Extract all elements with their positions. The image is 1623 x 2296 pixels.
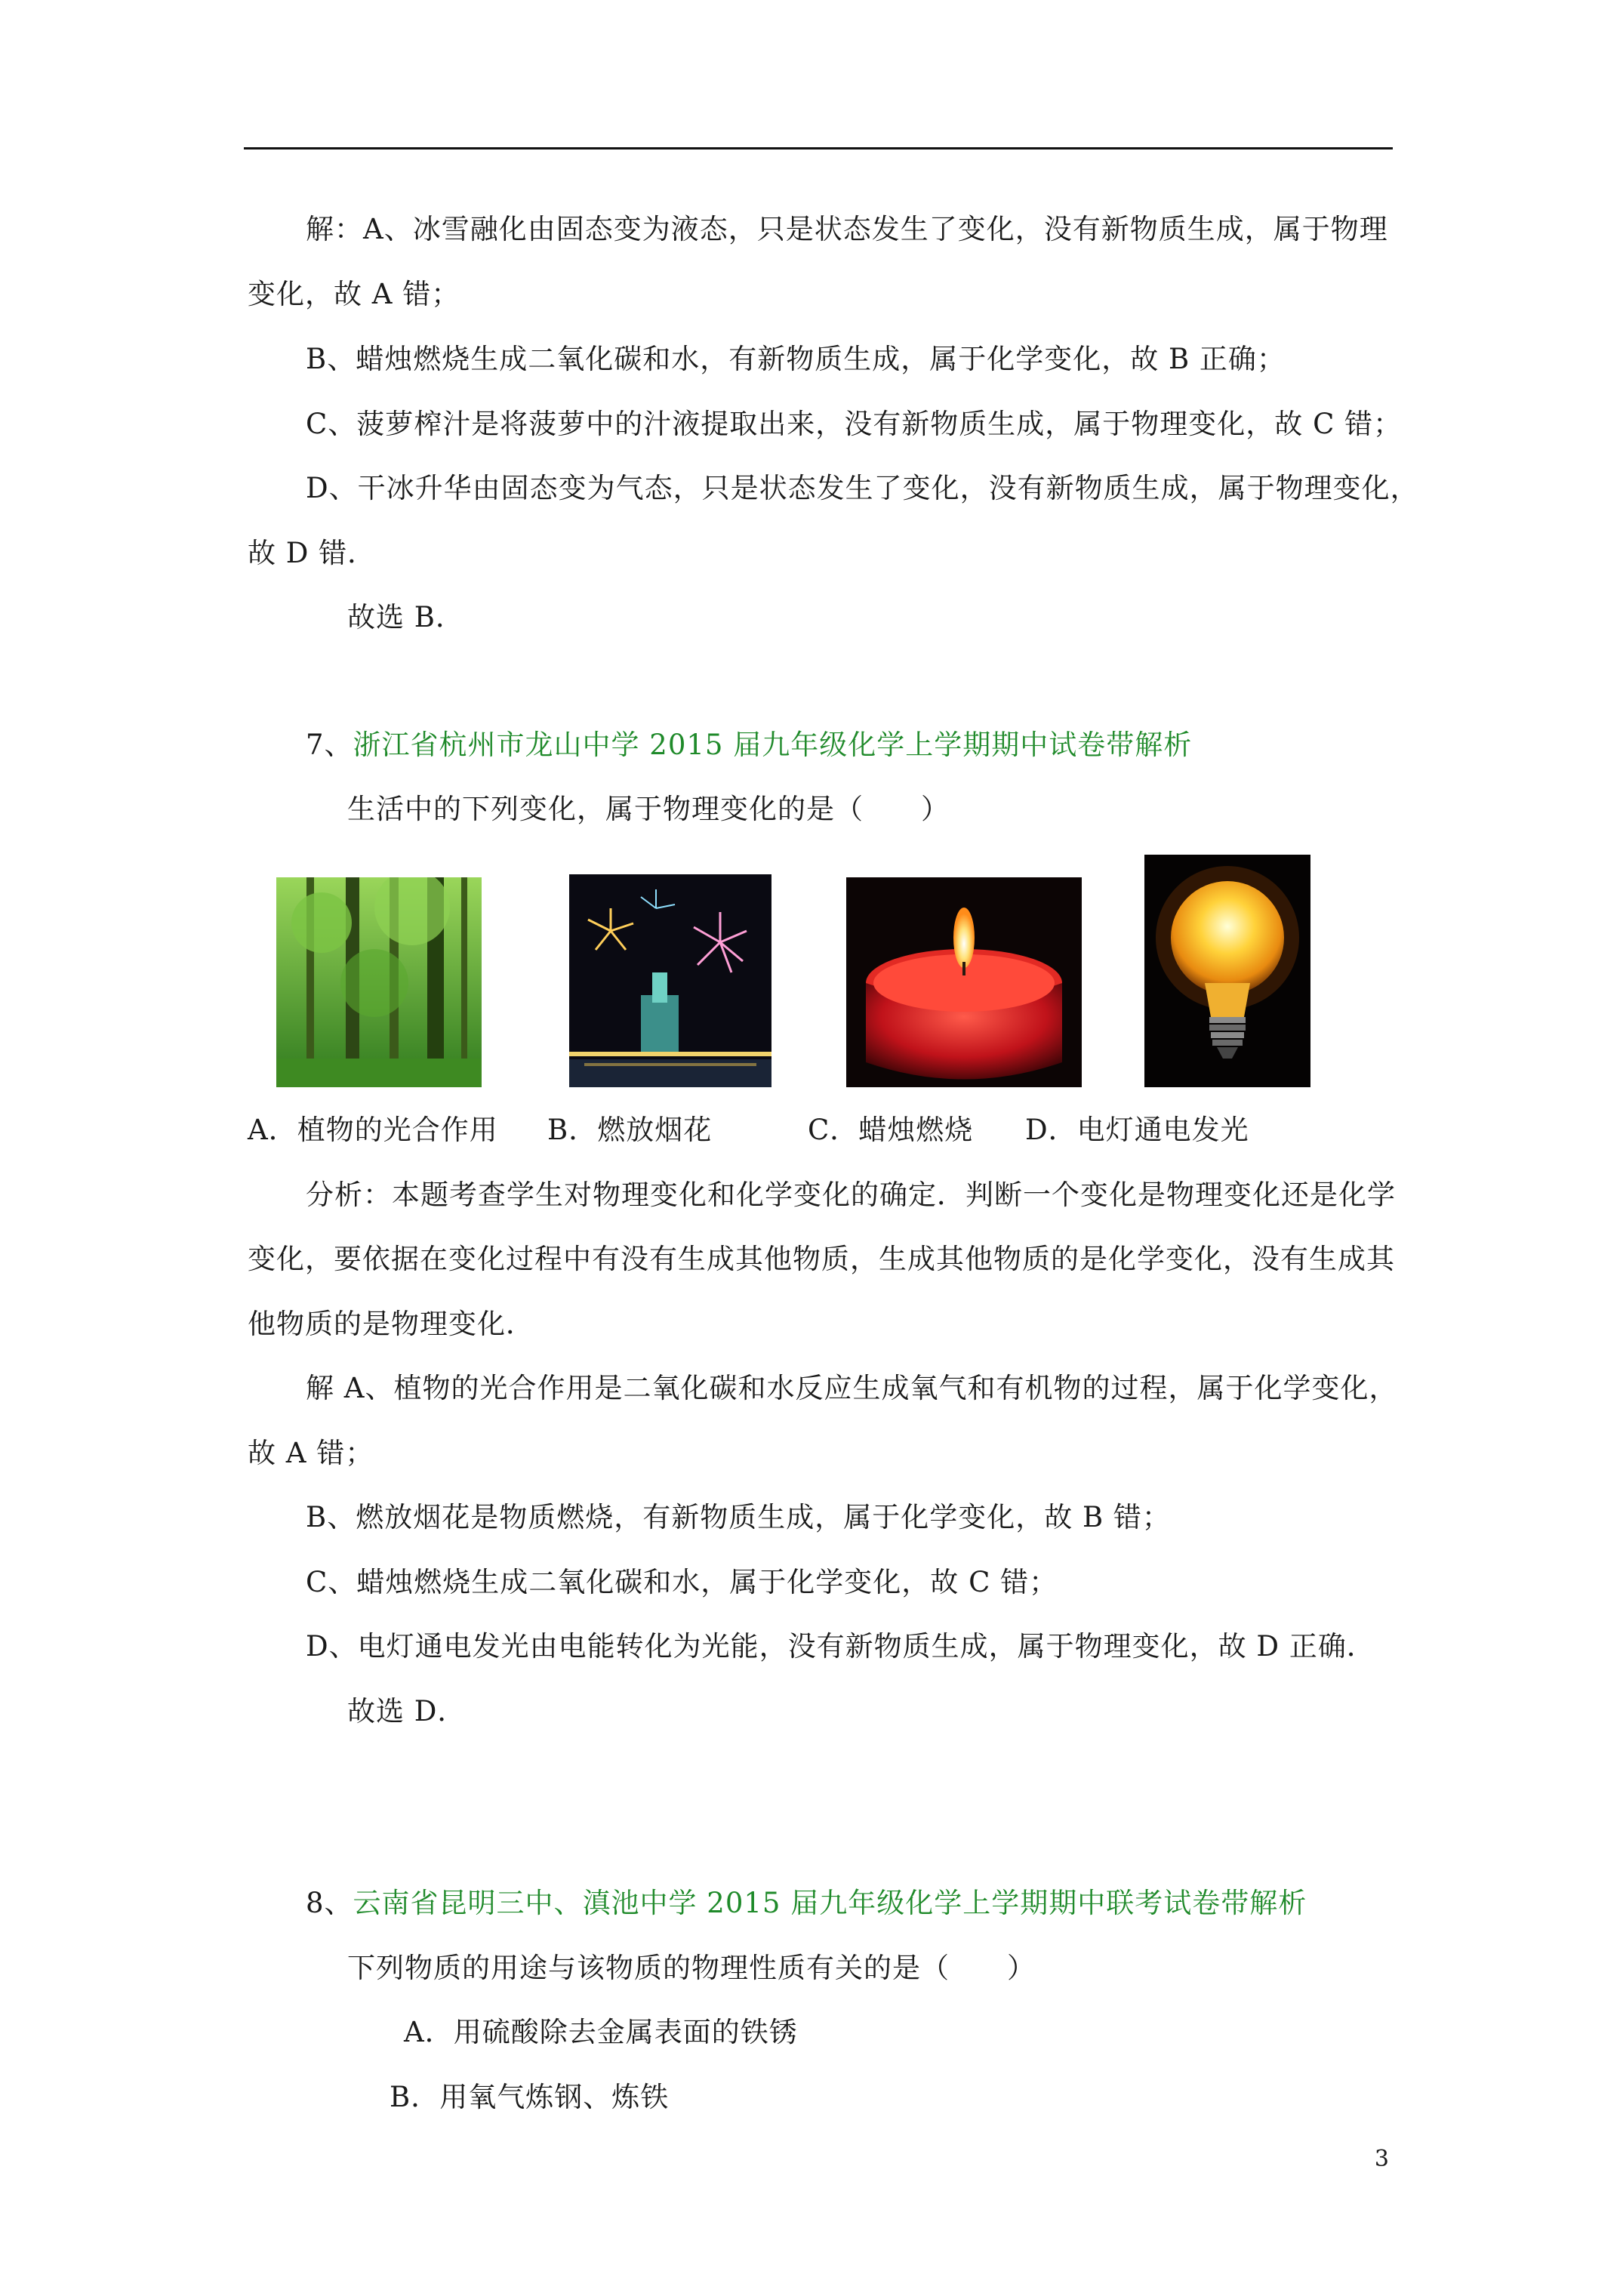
q8-header bbox=[306, 1885, 1307, 1922]
q6-line-6: 故 D 错． bbox=[248, 537, 377, 569]
q8-source: 云南省昆明三中、滇池中学 2015 届九年级化学上学期期中联考试卷带解析 bbox=[353, 1887, 1307, 1919]
q6-answer: 故选 B． bbox=[347, 601, 464, 633]
header-rule bbox=[244, 147, 1393, 149]
q7-solution-3: B、燃放烟花是物质燃烧，有新物质生成，属于化学变化，故 B 错； bbox=[306, 1501, 1171, 1533]
q7-analysis-3: 他物质的是物理变化． bbox=[248, 1308, 534, 1340]
q7-option-b: B．燃放烟花 bbox=[547, 1114, 713, 1146]
candle-photo bbox=[846, 877, 1082, 1087]
q6-line-4: C、菠萝榨汁是将菠萝中的汁液提取出来，没有新物质生成，属于物理变化，故 C 错； bbox=[306, 408, 1403, 440]
q8-option-b: B．用氧气炼钢、炼铁 bbox=[390, 2081, 670, 2113]
q7-source: 浙江省杭州市龙山中学 2015 届九年级化学上学期期中试卷带解析 bbox=[353, 729, 1193, 761]
q6-line-1: 解：A、冰雪融化由固态变为液态，只是状态发生了变化，没有新物质生成，属于物理 bbox=[306, 213, 1388, 245]
q7-answer: 故选 D． bbox=[347, 1695, 467, 1727]
q7-analysis-1: 分析：本题考查学生对物理变化和化学变化的确定．判断一个变化是物理变化还是化学 bbox=[306, 1179, 1396, 1211]
q6-line-2: 变化，故 A 错； bbox=[248, 278, 460, 310]
light-bulb-photo bbox=[1144, 855, 1310, 1087]
q8-number: 8、 bbox=[306, 1887, 353, 1919]
q7-analysis-2: 变化，要依据在变化过程中有没有生成其他物质，生成其他物质的是化学变化，没有生成其 bbox=[248, 1243, 1395, 1275]
q6-line-3: B、蜡烛燃烧生成二氧化碳和水，有新物质生成，属于化学变化，故 B 正确； bbox=[306, 343, 1286, 375]
q7-option-a: A．植物的光合作用 bbox=[248, 1114, 498, 1146]
q7-question: 生活中的下列变化，属于物理变化的是（ ） bbox=[347, 793, 950, 825]
q7-header bbox=[306, 727, 1192, 763]
q7-solution-5: D、电灯通电发光由电能转化为光能，没有新物质生成，属于物理变化，故 D 正确． bbox=[306, 1630, 1375, 1663]
q7-solution-4: C、蜡烛燃烧生成二氧化碳和水，属于化学变化，故 C 错； bbox=[306, 1566, 1058, 1598]
forest-photo bbox=[276, 877, 482, 1087]
q7-solution-2: 故 A 错； bbox=[248, 1437, 374, 1469]
q7-solution-1: 解 A、植物的光合作用是二氧化碳和水反应生成氧气和有机物的过程，属于化学变化， bbox=[306, 1372, 1398, 1404]
page-number: 3 bbox=[1374, 2146, 1389, 2172]
q7-option-d: D．电灯通电发光 bbox=[1025, 1114, 1249, 1146]
q7-option-c: C．蜡烛燃烧 bbox=[808, 1114, 974, 1146]
q7-number: 7、 bbox=[306, 729, 353, 761]
q8-question: 下列物质的用途与该物质的物理性质有关的是（ ） bbox=[347, 1952, 1036, 1984]
q6-line-5: D、干冰升华由固态变为气态，只是状态发生了变化，没有新物质生成，属于物理变化， bbox=[306, 472, 1419, 504]
fireworks-photo bbox=[569, 874, 771, 1087]
q8-option-a: A．用硫酸除去金属表面的铁锈 bbox=[404, 2016, 798, 2048]
